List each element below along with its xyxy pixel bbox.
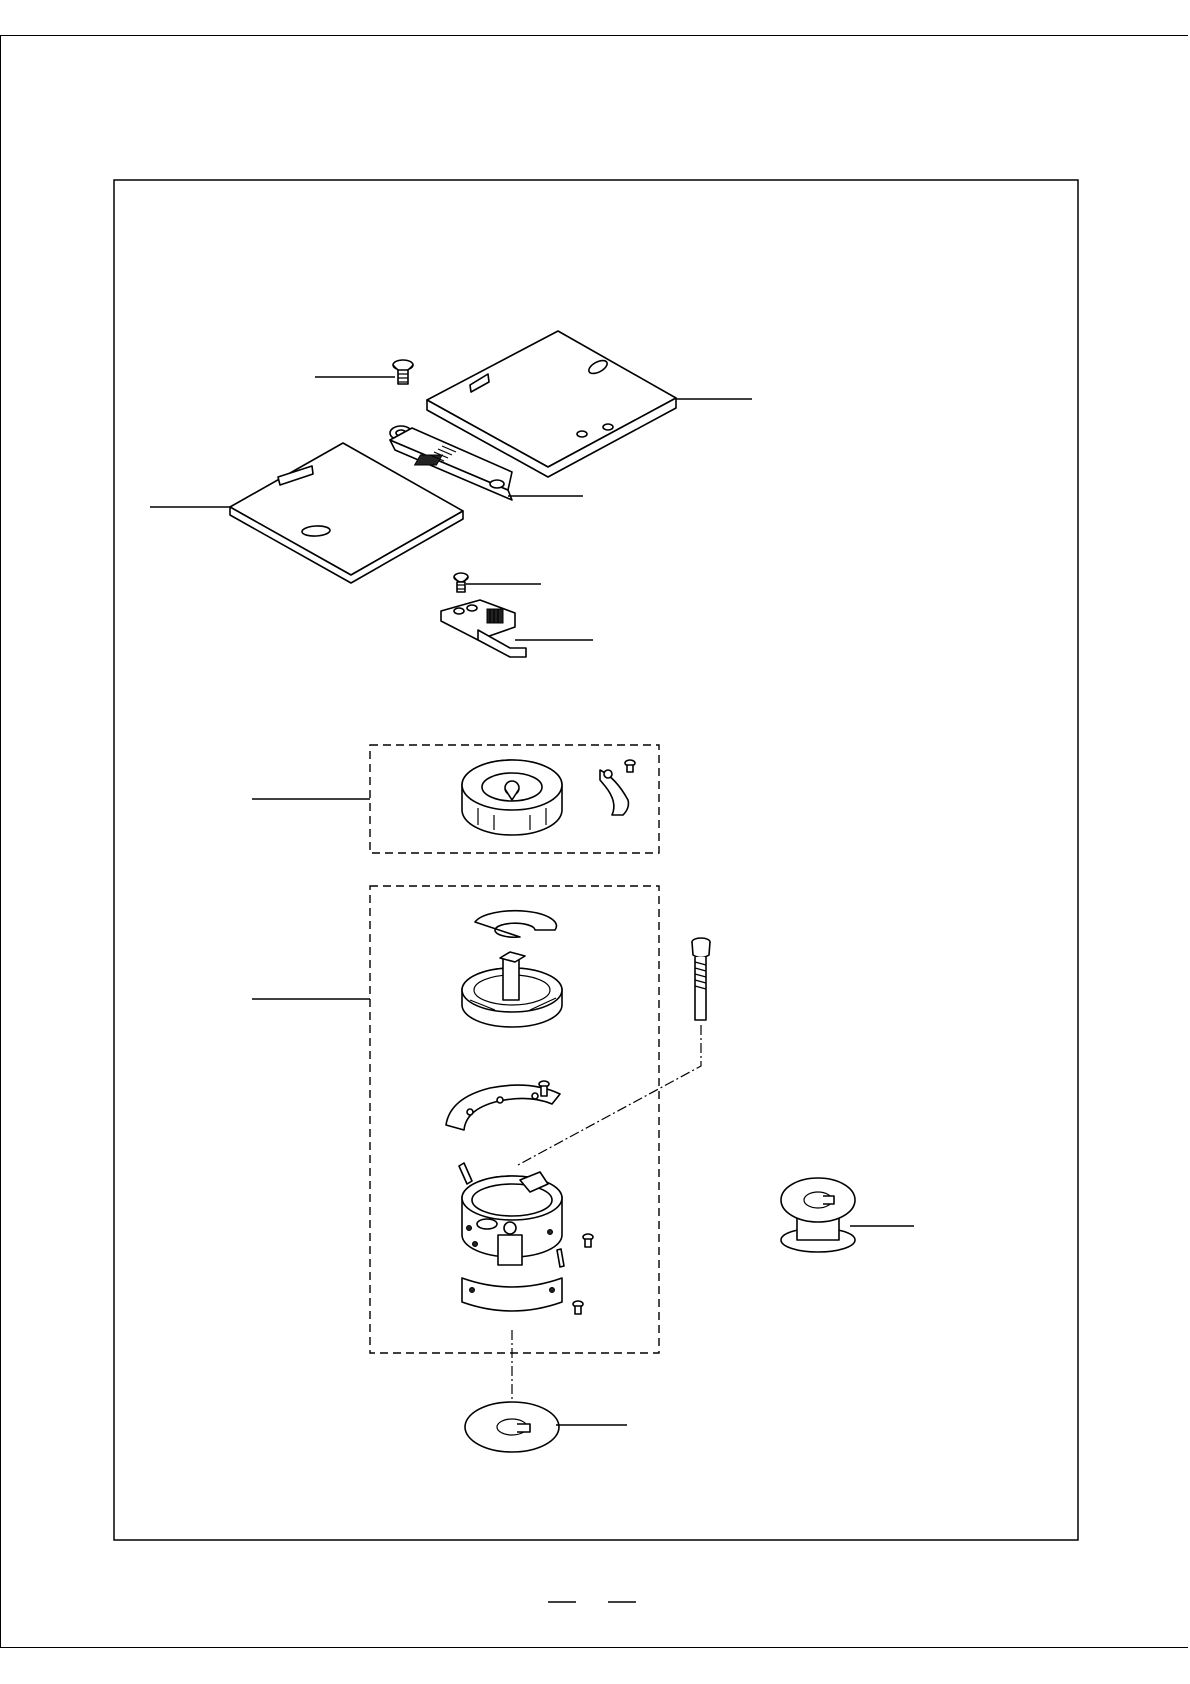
feed-dog: [441, 600, 526, 657]
feed-dog-screw: [454, 573, 468, 592]
bobbin-case-opener-assembly: [370, 745, 659, 853]
bobbin: [781, 1178, 855, 1252]
rotary-hook-assembly: [370, 886, 659, 1353]
needle-plate-screw: [393, 360, 413, 384]
hook-washer: [465, 1402, 559, 1452]
hook-retaining-screw: [692, 938, 710, 1020]
